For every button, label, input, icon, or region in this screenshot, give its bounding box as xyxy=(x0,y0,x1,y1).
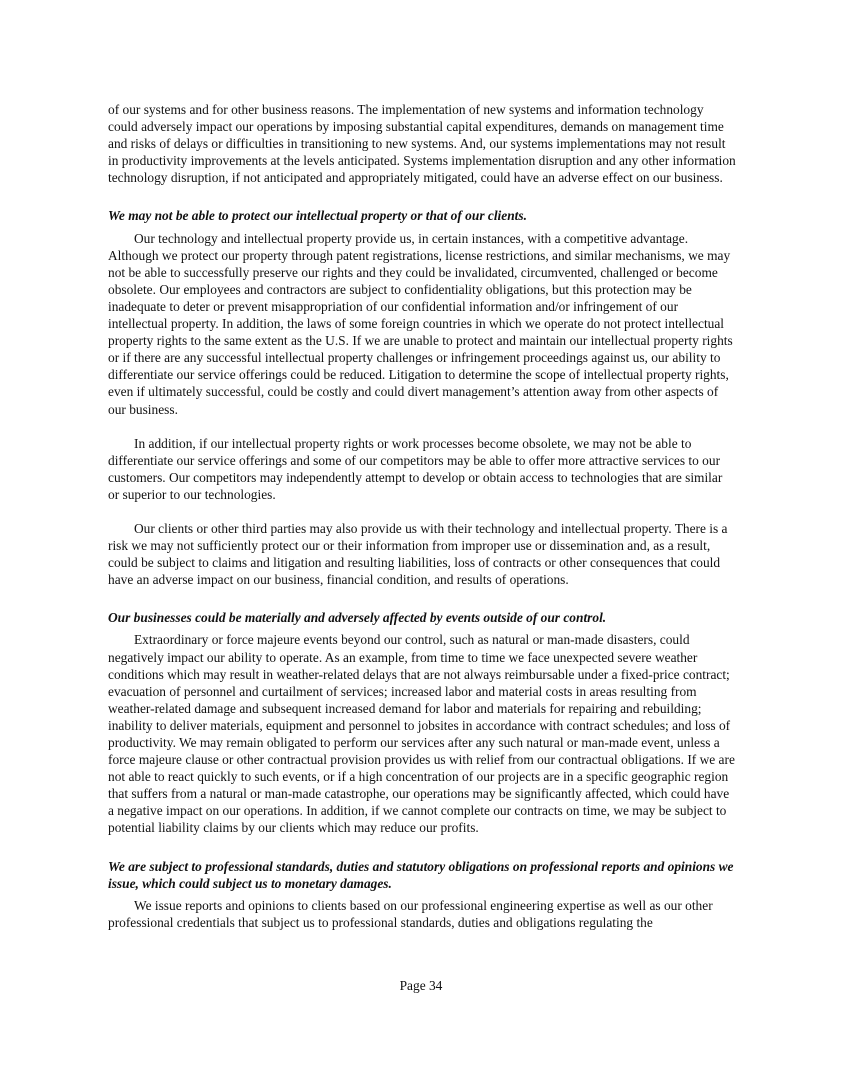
paragraph-ip-1: Our technology and intellectual property provide us, in certain instances, with a competitive advantage. Although we protect our property through patent registrations, license restrictions, and similar mechanisms, we may not be able to successfully preserve our rights and they could be invalidated, circumvented, challenged or become obsolete. Our employees and contractors are subject to confidentiality obligations, but this protection may be inadequate to deter or prevent misappropriation of our confidential information and/or infringement of our intellectual property. In addition, the laws of some foreign countries in which we operate do not protect intellectual property rights to the same extent as the U.S. If we are unable to protect and maintain our intellectual property rights or if there are any successful intellectual property challenges or infringement proceedings against us, our ability to differentiate our service offerings could be reduced. Litigation to determine the scope of intellectual property rights, even if ultimately successful, could be costly and could divert management’s attention away from other aspects of our business. xyxy=(108,230,733,417)
paragraph-ip-2: In addition, if our intellectual property rights or work processes become obsolete, we may not be able to differentiate our service offerings and some of our competitors may be able to offer more attractive services to our customers. Our competitors may independently attempt to develop or obtain access to technologies that are similar or superior to our technologies. xyxy=(108,435,723,502)
heading-professional-standards: We are subject to professional standards, duties and statutory obligations on professional reports and opinions we issue, which could subject us to monetary damages. xyxy=(108,858,734,891)
document-body xyxy=(108,101,736,931)
paragraph-events-1: Extraordinary or force majeure events beyond our control, such as natural or man-made disasters, could negatively impact our ability to operate. As an example, from time to time we face unexpected severe weather conditions which may result in weather-related delays that are not always reimbursable under a fixed-price contract; evacuation of personnel and curtailment of services; increased labor and material costs in areas resulting from weather-related damage and subsequent increased demand for labor and materials for repairing and rebuilding; inability to deliver materials, equipment and personnel to jobsites in accordance with contract schedules; and loss of productivity. We may remain obligated to perform our services after any such natural or man-made event, unless a force majeure clause or other contractual provision provides us with relief from our contractual obligations. If we are not able to react quickly to such events, or if a high concentration of our projects are in a specific geographic region that suffers from a natural or man-made catastrophe, our operations may be significantly affected, which could have a negative impact on our operations. In addition, if we cannot complete our contracts on time, we may be subject to potential liability claims by our clients which may reduce our profits. xyxy=(108,632,735,836)
heading-intellectual-property: We may not be able to protect our intellectual property or that of our clients. xyxy=(108,208,527,224)
paragraph-intro: of our systems and for other business reasons. The implementation of new systems and information technology could adversely impact our operations by imposing substantial capital expenditures, demands on management time and risks of delays or difficulties in transitioning to new systems. And, our systems implementations may not result in productivity improvements at the levels anticipated. Systems implementation disruption and any other information technology disruption, if not anticipated and appropriately mitigated, could have an adverse effect on our business. xyxy=(108,102,736,186)
page-number: Page 34 xyxy=(399,978,443,993)
paragraph-professional-1: We issue reports and opinions to clients based on our professional engineering expertise as well as our other professional credentials that subject us to professional standards, duties and obligations regulating the xyxy=(108,897,713,930)
paragraph-ip-3: Our clients or other third parties may also provide us with their technology and intellectual property. There is a risk we may not sufficiently protect our or their information from improper use or dissemination and, as a result, could be subject to claims and litigation and resulting liabilities, loss of contracts or other consequences that could have an adverse impact on our business, financial condition, and results of operations. xyxy=(108,520,728,588)
heading-events-outside-control: Our businesses could be materially and adversely affected by events outside of our control. xyxy=(108,610,607,626)
